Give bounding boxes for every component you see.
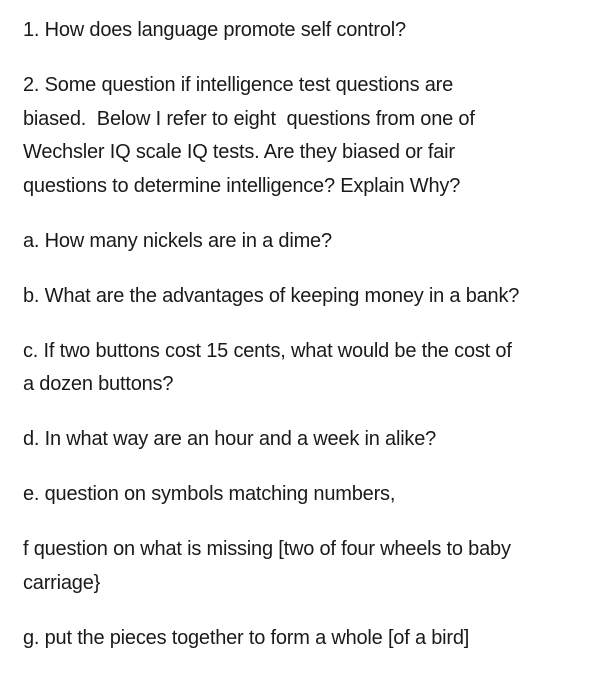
item-e: e. question on symbols matching numbers,	[23, 483, 396, 505]
question-1: 1. How does language promote self control?	[23, 19, 406, 41]
item-b: b. What are the advantages of keeping money in a bank?	[23, 284, 520, 307]
item-g: g. put the pieces together to form a whole [of a bird]	[23, 626, 470, 649]
question-2: 2. Some question if intelligence test questions are biased. Below I refer to eight questions from one of Wechsler IQ scale IQ tests. Are they biased or fair questions to determine intelligence? Explain Why?	[23, 74, 475, 197]
item-c: c. If two buttons cost 15 cents, what would be the cost of a dozen buttons?	[23, 339, 512, 395]
item-f: f question on what is missing [two of four wheels to baby carriage}	[23, 538, 511, 594]
document-body	[23, 14, 588, 655]
item-d: d. In what way are an hour and a week in alike?	[23, 428, 437, 450]
item-a: a. How many nickels are in a dime?	[23, 229, 332, 252]
